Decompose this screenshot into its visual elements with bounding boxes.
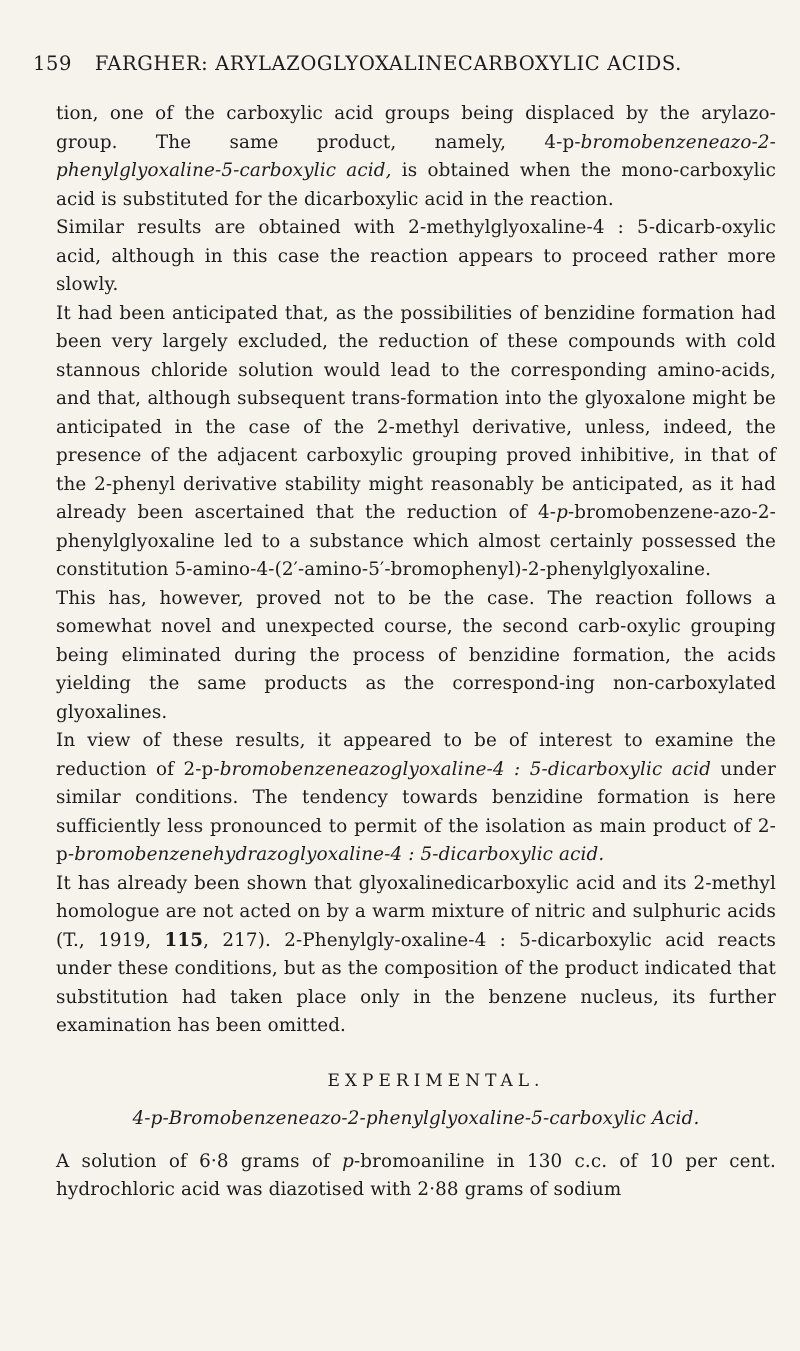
text-run: under similar conditions. The tendency towards benzidine formation is here sufficiently less pronounced to permit of the isolation as main product of 2-p- [56, 758, 776, 865]
text-run: p [556, 502, 568, 523]
text-run: A solution of 6·8 grams of [56, 1150, 343, 1172]
paragraph [56, 870, 776, 1041]
text-run: bromobenzeneazoglyoxaline-4 : 5-dicarboxylic acid [219, 758, 712, 780]
text-run: In view of these results, it appeared to be of interest to examine the reduction of 2-p- [56, 730, 776, 780]
experimental-paragraph [56, 1148, 776, 1205]
text-run: 115 [164, 929, 204, 951]
paragraph [56, 214, 776, 300]
paragraph [56, 100, 776, 214]
running-header [33, 52, 682, 75]
text-run: It has already been shown that glyoxalinedicarboxylic acid and its 2-methyl homologue are not acted on by a warm mixture of nitric and sulphuric acids (T., 1919, [56, 872, 776, 951]
text-run: Similar results are obtained with 2-methylglyoxaline-4 : 5-dicarb-oxylic acid, although in this case the reaction appears to proceed rather more slowly. [56, 217, 776, 295]
page-number: 159 [33, 52, 73, 75]
text-run: bromobenzenehydrazoglyoxaline-4 : 5-dicarboxylic acid. [74, 844, 605, 865]
article-body [56, 100, 776, 1205]
compound-subheading: 4-p-Bromobenzeneazo-2-phenylglyoxaline-5-carboxylic Acid. [132, 1108, 700, 1129]
text-run: This has, however, proved not to be the case. The reaction follows a somewhat novel and unexpected course, the second carb-oxylic grouping being eliminated during the process of benzidine formation, the acids yielding the same products as the correspond-ing non-carboxylated glyoxalines. [56, 587, 776, 723]
text-run: -bromobenzene-azo-2-phenylglyoxaline led to a substance which almost certainly possessed the constitution 5-amino-4-(2′-amino-5′-bromophenyl)-2-phenylglyoxaline. [56, 502, 776, 580]
text-run: -bromoaniline in 130 c.c. of 10 per cent. hydrochloric acid was diazotised with 2·88 grams of sodium [56, 1150, 777, 1200]
text-run: tion, one of the carboxylic acid groups being displaced by the arylazo-group. The same product, namely, 4-p- [56, 103, 776, 153]
text-run: bromobenzeneazo-2-phenylglyoxaline-5-carboxylic acid, [56, 131, 776, 181]
section-heading: EXPERIMENTAL. [327, 1070, 545, 1091]
paragraph-list [56, 100, 776, 1041]
running-title: FARGHER: ARYLAZOGLYOXALINECARBOXYLIC ACIDS. [94, 52, 682, 75]
paragraph [56, 727, 776, 870]
paragraph [56, 300, 776, 585]
text-run: p [342, 1150, 354, 1172]
text-run: is obtained when the mono-carboxylic acid is substituted for the dicarboxylic acid in the reaction. [56, 160, 776, 210]
text-run: , 217). 2-Phenylgly-oxaline-4 : 5-dicarboxylic acid reacts under these conditions, but as the composition of the product indicated that substitution had taken place only in the benzene nucleus, its further examination has been omitted. [56, 929, 776, 1036]
paragraph [56, 585, 776, 728]
text-run: It had been anticipated that, as the possibilities of benzidine formation had been very largely excluded, the reduction of these compounds with cold stannous chloride solution would lead to the corresponding amino-acids, and that, although subsequent trans-formation into the glyoxalone might be anticipated in the case of the 2-methyl derivative, unless, indeed, the presence of the adjacent carboxylic grouping proved inhibitive, in that of the 2-phenyl derivative stability might reasonably be anticipated, as it had already been ascertained that the reduction of 4- [56, 302, 776, 523]
